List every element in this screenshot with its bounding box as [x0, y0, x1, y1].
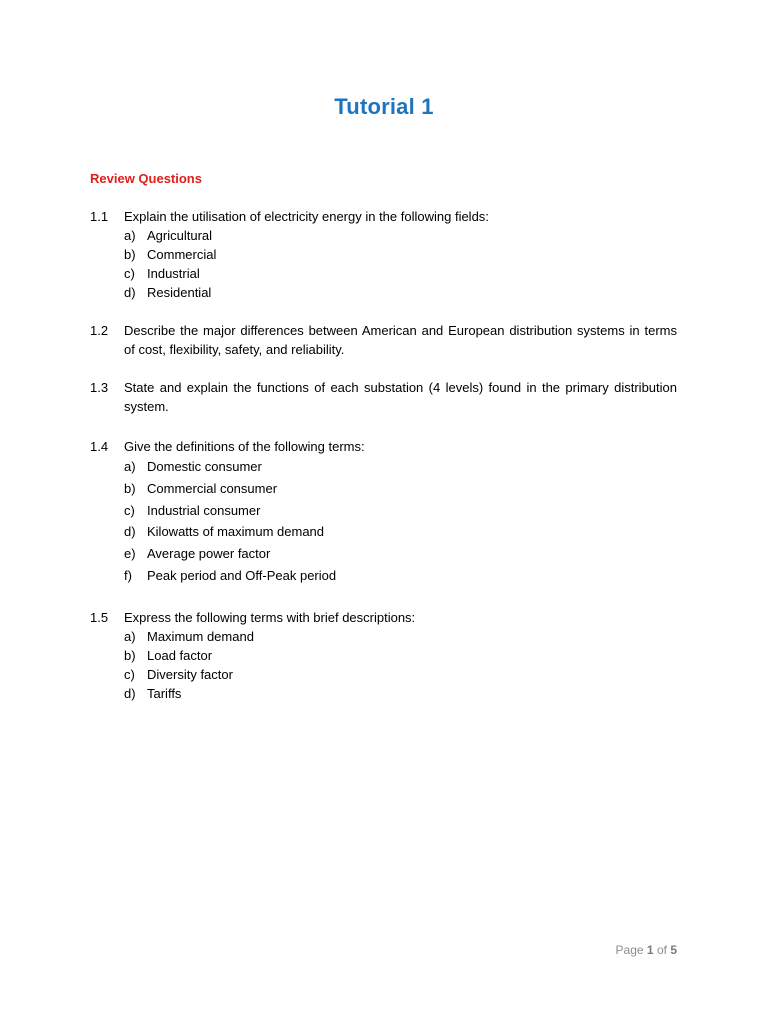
item-letter: e) — [124, 546, 136, 562]
list-item — [124, 500, 677, 522]
item-text: Load factor — [147, 648, 213, 663]
list-item — [124, 478, 677, 500]
item-letter: b) — [124, 480, 136, 496]
item-letter: b) — [124, 247, 136, 262]
list-item — [124, 226, 677, 245]
question-1-1 — [90, 207, 677, 302]
item-letter: c) — [124, 502, 135, 518]
item-letter: c) — [124, 266, 135, 281]
question-1-2 — [90, 321, 677, 359]
item-text: Peak period and Off-Peak period — [147, 567, 337, 583]
list-item — [124, 646, 677, 665]
page-total: 5 — [670, 943, 677, 957]
question-text: Describe the major differences between American and European distribution systems in terms of cost, flexibility, safety, and reliability. — [124, 323, 677, 357]
item-text: Kilowatts of maximum demand — [147, 524, 325, 540]
sub-item-list — [90, 226, 677, 302]
page-title: Tutorial 1 — [334, 94, 434, 119]
item-letter: a) — [124, 459, 136, 474]
page-label: Page — [615, 943, 644, 957]
item-letter: d) — [124, 285, 136, 300]
list-item — [124, 543, 677, 565]
item-letter: c) — [124, 667, 135, 682]
section-heading: Review Questions — [90, 171, 202, 186]
list-item — [124, 283, 677, 302]
item-letter: f) — [124, 567, 132, 583]
item-text: Diversity factor — [147, 667, 233, 682]
question-1-4 — [90, 437, 677, 587]
question-number: 1.5 — [90, 610, 109, 625]
item-text: Tariffs — [147, 686, 182, 701]
list-item — [124, 627, 677, 646]
item-text: Maximum demand — [147, 629, 254, 644]
question-text: Explain the utilisation of electricity energy in the following fields: — [124, 209, 489, 224]
sub-item-list — [90, 627, 677, 703]
question-1-5 — [90, 608, 677, 703]
item-letter: b) — [124, 648, 136, 663]
question-number: 1.3 — [90, 380, 109, 395]
item-text: Commercial consumer — [147, 480, 278, 496]
list-item — [124, 245, 677, 264]
item-letter: d) — [124, 686, 136, 701]
page-current: 1 — [646, 943, 654, 957]
list-item — [124, 456, 677, 478]
question-number: 1.2 — [90, 323, 109, 338]
question-text: State and explain the functions of each substation (4 levels) found in the primary distribution system. — [124, 380, 677, 414]
item-text: Agricultural — [147, 228, 213, 243]
page-footer — [616, 943, 677, 957]
sub-item-list — [90, 456, 677, 587]
item-text: Industrial — [147, 266, 200, 281]
item-text: Industrial consumer — [147, 502, 261, 518]
question-text: Give the definitions of the following terms: — [124, 439, 365, 454]
item-text: Commercial — [147, 247, 217, 262]
list-item — [124, 684, 677, 703]
of-label: of — [656, 943, 667, 957]
list-item — [124, 665, 677, 684]
item-text: Average power factor — [147, 546, 271, 562]
question-text: Express the following terms with brief descriptions: — [124, 610, 416, 625]
question-1-3 — [90, 378, 677, 416]
item-letter: a) — [124, 228, 136, 243]
item-text: Domestic consumer — [147, 459, 262, 474]
item-letter: d) — [124, 524, 136, 540]
list-item — [124, 264, 677, 283]
question-number: 1.1 — [90, 209, 109, 224]
item-letter: a) — [124, 629, 136, 644]
list-item — [124, 521, 677, 543]
question-number: 1.4 — [90, 439, 109, 454]
item-text: Residential — [147, 285, 212, 300]
list-item — [124, 565, 677, 587]
